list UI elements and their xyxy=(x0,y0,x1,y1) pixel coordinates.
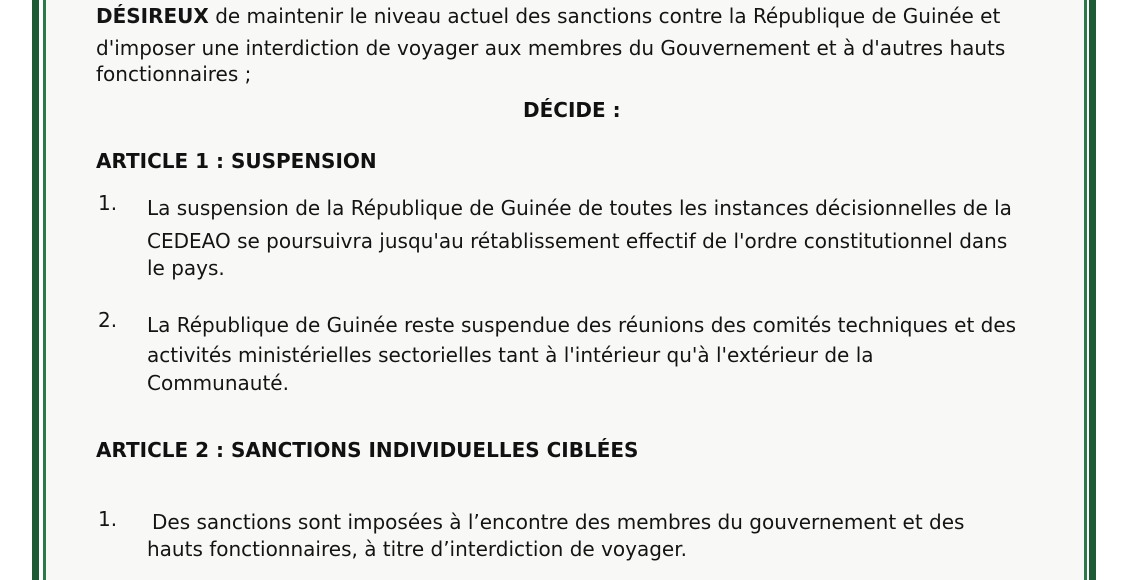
article-1-item-1-line-2: CEDEAO se poursuivra jusqu'au rétablissement effectif de l'ordre constitutionnel dans xyxy=(147,229,1008,253)
article-1-item-2-line-1: La République de Guinée reste suspendue des réunions des comités techniques et des xyxy=(147,313,1017,337)
decision-heading: DÉCIDE : xyxy=(523,98,621,122)
article-1-item-1-number: 1. xyxy=(98,191,118,215)
preamble-line-3: fonctionnaires ; xyxy=(96,62,252,86)
article-2-heading: ARTICLE 2 : SANCTIONS INDIVIDUELLES CIBLÉES xyxy=(96,438,639,462)
preamble-line-1-text: de maintenir le niveau actuel des sanctions contre la République de Guinée et xyxy=(215,4,1001,28)
preamble-lead-word: DÉSIREUX xyxy=(96,4,209,28)
article-1-item-2-line-3: Communauté. xyxy=(147,371,289,395)
preamble-line-1 xyxy=(96,2,1000,31)
article-1-item-1-line-1: La suspension de la République de Guinée de toutes les instances décisionnelles de la xyxy=(147,196,1012,220)
article-2-item-1-number: 1. xyxy=(98,507,118,531)
article-2-item-1-line-2: hauts fonctionnaires, à titre d’interdiction de voyager. xyxy=(147,537,687,561)
article-1-heading: ARTICLE 1 : SUSPENSION xyxy=(96,149,377,173)
article-1-item-2-line-2: activités ministérielles sectorielles tant à l'intérieur qu'à l'extérieur de la xyxy=(147,343,874,367)
article-2-item-1-line-1: Des sanctions sont imposées à l’encontre des membres du gouvernement et des xyxy=(152,510,965,534)
article-1-item-1-line-3: le pays. xyxy=(147,256,225,280)
article-1-item-2-number: 2. xyxy=(98,308,118,332)
preamble-line-2: d'imposer une interdiction de voyager aux membres du Gouvernement et à d'autres hauts xyxy=(96,36,1006,60)
